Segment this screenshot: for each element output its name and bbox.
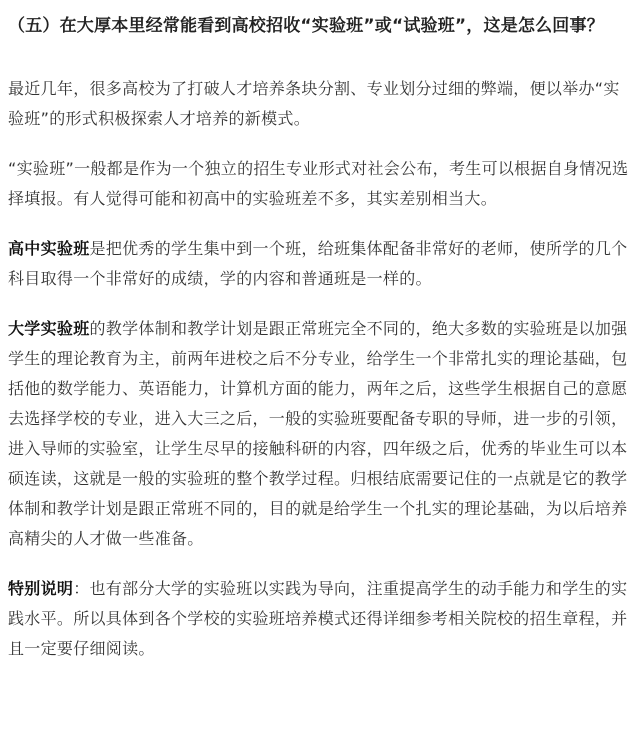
paragraph-text: 是把优秀的学生集中到一个班，给班集体配备非常好的老师，使所学的几个科目取得一个非常好的成绩，学的内容和普通班是一样的。: [8, 239, 628, 288]
paragraph-university: [8, 314, 632, 554]
paragraph-text: 的教学体制和教学计划是跟正常班完全不同的，绝大多数的实验班是以加强学生的理论教育为主，前两年进校之后不分专业，给学生一个非常扎实的理论基础，包括他的数学能力、英语能力，计算机方面的能力，两年之后，这些学生根据自己的意愿去选择学校的专业，进入大三之后，一般的实验班要配备专职的导师，进一步的引领，进入导师的实验室，让学生尽早的接触科研的内容，四年级之后，优秀的毕业生可以本硕连读，这就是一般的实验班的整个教学过程。归根结底需要记住的一点就是它的教学体制和教学计划是跟正常班不同的，目的就是给学生一个扎实的理论基础，为以后培养高精尖的人才做一些准备。: [8, 319, 628, 548]
paragraph-intro: [8, 74, 632, 134]
paragraph-text: 最近几年，很多高校为了打破人才培养条块分割、专业划分过细的弊端，便以举办“实验班”的形式积极探索人才培养的新模式。: [8, 79, 620, 128]
paragraph-definition: [8, 154, 632, 214]
article-heading: （五）在大厚本里经常能看到高校招收“实验班”或“试验班”，这是怎么回事？: [8, 16, 604, 36]
paragraph-text: “实验班”一般都是作为一个独立的招生专业形式对社会公布，考生可以根据自身情况选择填报。有人觉得可能和初高中的实验班差不多，其实差别相当大。: [8, 159, 629, 208]
paragraph-text: ：也有部分大学的实验班以实践为导向，注重提高学生的动手能力和学生的实践水平。所以具体到各个学校的实验班培养模式还得详细参考相关院校的招生章程，并且一定要仔细阅读。: [8, 579, 628, 658]
paragraph-lead-term: 高中实验班: [8, 239, 90, 258]
paragraph-lead-term: 大学实验班: [8, 319, 90, 338]
paragraph-special-note: [8, 574, 632, 664]
paragraph-high-school: [8, 234, 632, 294]
paragraph-lead-term: 特别说明: [8, 579, 74, 598]
